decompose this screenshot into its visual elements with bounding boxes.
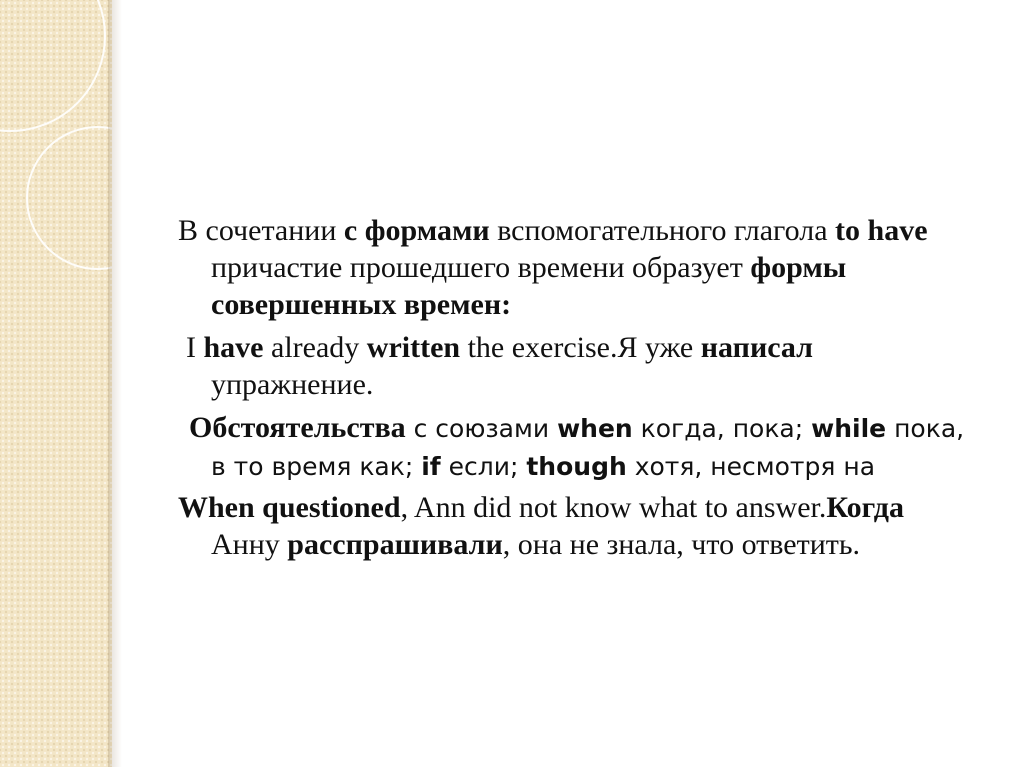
decorative-ring [26, 126, 112, 270]
text-run: причастие прошедшего времени образует [211, 251, 751, 284]
text-run: already [263, 331, 367, 364]
text-run: the exercise.Я уже [460, 331, 701, 364]
text-run: В сочетании [178, 214, 344, 247]
text-run: упражнение. [211, 368, 374, 401]
bold-run: though [526, 452, 627, 481]
text-run: вспомогательного глагола [489, 214, 836, 247]
bold-run: when [557, 414, 633, 443]
paragraph-example-when [178, 489, 968, 563]
bold-run: to have [835, 214, 928, 247]
text-run: Анну [211, 528, 288, 561]
text-run: если; [440, 452, 527, 481]
text-run: , Ann did not know what to answer. [400, 491, 827, 524]
paragraph-example-perfect [178, 329, 968, 403]
bold-run: с формами [343, 214, 490, 247]
text-run: пока, в то время как; [211, 414, 965, 481]
text-run: с союзами [405, 414, 558, 443]
bold-run: Обстоятельства [189, 411, 406, 444]
text-run: I [186, 331, 204, 364]
bold-run: расспрашивали [287, 528, 503, 561]
decorative-side-strip [0, 0, 112, 767]
bold-run: written [366, 331, 461, 364]
strip-shadow [108, 0, 122, 767]
bold-run: if [421, 452, 441, 481]
bold-run: формы совершенных времен: [211, 251, 847, 321]
text-run: хотя, несмотря на [626, 452, 876, 481]
bold-run: написал [700, 331, 814, 364]
text-run: когда, пока; [632, 414, 812, 443]
bold-run: When questioned [178, 491, 401, 524]
decorative-ring [0, 0, 106, 132]
bold-run: have [203, 331, 264, 364]
paragraph-adverbials [178, 409, 968, 485]
paragraph-perfect-forms [178, 212, 968, 323]
bold-run: while [811, 414, 887, 443]
bold-run: Когда [826, 491, 904, 524]
text-run: , она не знала, что ответить. [502, 528, 861, 561]
slide-body [178, 212, 968, 563]
